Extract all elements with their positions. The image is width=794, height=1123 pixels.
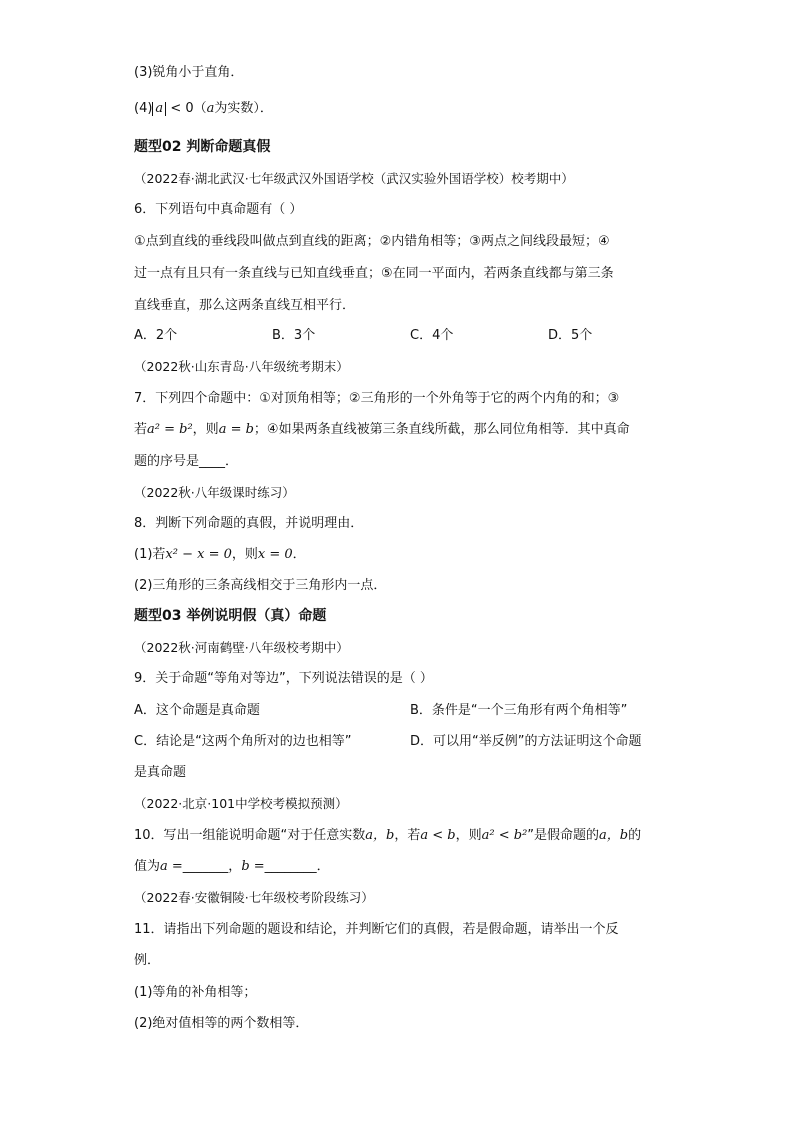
q7-text-c: ；④如果两条直线被第三条直线所截，那么同位角相等．其中真命: [253, 422, 630, 437]
q10-text-a: 10．写出一组能说明命题“对于任意实数: [134, 828, 366, 843]
q7-line-3: 题的序号是____．: [134, 454, 239, 469]
q5-item-4: [134, 100, 273, 118]
q11-line-2: 例．: [134, 953, 161, 968]
q8-stem: 8．判断下列命题的真假，并说明理由．: [134, 516, 364, 531]
q5-item-4-rel: < 0（: [170, 101, 207, 116]
q8-item-2: (2)三角形的三条高线相交于三角形内一点．: [134, 578, 387, 593]
q6-source: （2022春·湖北武汉·七年级武汉外国语学校（武汉实验外国语学校）校考期中）: [134, 171, 574, 186]
q11-item-1: (1)等角的补角相等；: [134, 985, 257, 1000]
q9-source: （2022秋·河南鹤壁·八年级校考期中）: [134, 640, 349, 655]
q9-option-d-continued: 是真命题: [134, 765, 187, 780]
q7-source: （2022秋·山东青岛·八年级统考期末）: [134, 359, 349, 374]
q6-option-c: C．4个: [410, 328, 454, 343]
q6-stem: 6．下列语句中真命题有（ ）: [134, 202, 303, 217]
q10-eq-b: b =: [241, 859, 265, 874]
q6-line-1: ①点到直线的垂线段叫做点到直线的距离；②内错角相等；③两点之间线段最短；④: [134, 234, 610, 249]
q7-text-b: ，则: [192, 422, 219, 437]
q9-option-d: D．可以用“举反例”的方法证明这个命题: [410, 734, 642, 749]
q8-item-1: [134, 546, 306, 564]
q9-option-a: A．这个命题是真命题: [134, 703, 260, 718]
q10-text-i: ，: [228, 859, 242, 874]
q9-option-b: B．条件是“一个三角形有两个角相等”: [410, 703, 628, 718]
q7-line-2: [134, 421, 630, 439]
section-03-heading: 题型03 举例说明假（真）命题: [134, 608, 327, 624]
q8-eq-1: x² − x = 0: [165, 547, 232, 562]
abs-value-a: a: [152, 102, 166, 116]
q10-text-h: 值为: [134, 859, 161, 874]
q5-item-3: (3)锐角小于直角．: [134, 65, 244, 80]
q7-text-a: 若: [134, 422, 148, 437]
q8-eq-2: x = 0: [257, 547, 293, 562]
q5-item-4-prefix: (4): [134, 101, 153, 116]
q10-source: （2022·北京·101中学校考模拟预测）: [134, 796, 348, 811]
q9-option-c: C．结论是“这两个角所对的边也相等”: [134, 734, 352, 749]
q10-vars-ab: a，b: [365, 828, 395, 843]
q6-line-2: 过一点有且只有一条直线与已知直线垂直；⑤在同一平面内，若两条直线都与第三条: [134, 266, 614, 281]
q6-option-d: D．5个: [548, 328, 593, 343]
q10-line-1: [134, 827, 641, 845]
q5-item-4-suffix: 为实数）．: [214, 101, 273, 116]
q10-text-j: ．: [316, 859, 330, 874]
q10-text-e: ”是假命题的: [527, 828, 600, 843]
q10-line-2: [134, 858, 330, 876]
q10-eq-2: a² < b²: [481, 828, 528, 843]
q10-text-g: 的: [628, 828, 642, 843]
q10-blank-b: ________: [264, 859, 317, 874]
q11-item-2: (2)绝对值相等的两个数相等．: [134, 1016, 309, 1031]
q6-option-b: B．3个: [272, 328, 316, 343]
q8-text-c: ．: [292, 547, 306, 562]
q7-eq-1: a² = b²: [147, 422, 193, 437]
q8-text-b: ，则: [231, 547, 258, 562]
q10-eq-a: a =: [160, 859, 183, 874]
var-a: a: [206, 101, 215, 116]
q11-source: （2022春·安徽铜陵·七年级校考阶段练习）: [134, 890, 374, 905]
section-02-heading: 题型02 判断命题真假: [134, 139, 271, 155]
q6-line-3: 直线垂直，那么这两条直线互相平行．: [134, 298, 356, 313]
q8-source: （2022秋·八年级课时练习）: [134, 485, 295, 500]
q9-stem: 9．关于命题“等角对等边”，下列说法错误的是（ ）: [134, 671, 433, 686]
q7-eq-2: a = b: [218, 422, 254, 437]
q10-vars-ab-2: a，b: [599, 828, 629, 843]
q6-option-a: A．2个: [134, 328, 178, 343]
q10-blank-a: _______: [182, 859, 229, 874]
q10-text-c: ，若: [394, 828, 421, 843]
q10-text-d: ，则: [455, 828, 482, 843]
q8-text-a: (1)若: [134, 547, 166, 562]
q11-line-1: 11．请指出下列命题的题设和结论，并判断它们的真假，若是假命题，请举出一个反: [134, 922, 619, 937]
q7-line-1: 7．下列四个命题中：①对顶角相等；②三角形的一个外角等于它的两个内角的和；③: [134, 391, 620, 406]
q10-eq-1: a < b: [420, 828, 456, 843]
